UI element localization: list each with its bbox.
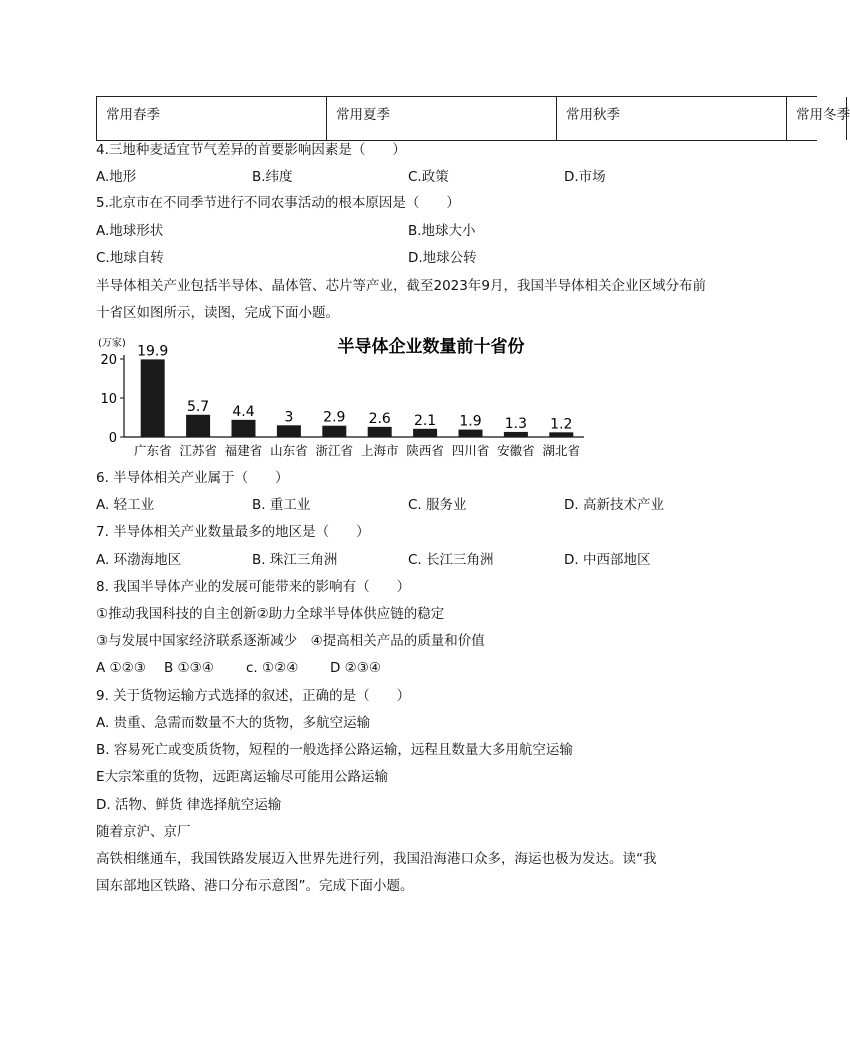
q9-option-c: E大宗笨重的货物，远距离运输尽可能用公路运输 — [96, 769, 389, 785]
bar-value-label: 4.4 — [232, 403, 255, 420]
q4-option-b: B.纬度 — [252, 169, 293, 185]
y-axis-unit-label: (万家) — [98, 338, 126, 349]
bar-value-label: 2.9 — [323, 409, 346, 426]
x-category-label: 浙江省 — [315, 443, 354, 458]
q8-option-a: A ①②③ — [96, 660, 146, 676]
q6-option-b: B. 重工业 — [252, 497, 311, 513]
table-cell-autumn: 常用秋季 — [557, 97, 787, 140]
bar-value-label: 1.2 — [550, 416, 573, 433]
q9-option-b: B. 容易死亡或变质货物，短程的一般选择公路运输，远程且数量大多用航空运输 — [96, 742, 573, 758]
bar — [549, 432, 573, 437]
q8-option-d: D ②③④ — [330, 660, 381, 676]
q9-option-a: A. 贵重、急需而数量不大的货物，多航空运输 — [96, 715, 371, 731]
q9-stem: 9. 关于货物运输方式选择的叙述，正确的是（ ） — [96, 688, 411, 704]
intro-paragraph-line: 高铁相继通车，我国铁路发展迈入世界先进行列，我国沿海港口众多，海运也极为发达。读“我 — [96, 851, 657, 867]
x-category-label: 安徽省 — [497, 443, 535, 458]
bar-value-label: 2.1 — [413, 412, 437, 429]
intro-paragraph-line: 国东部地区铁路、港口分布示意图”。完成下面小题。 — [96, 878, 414, 894]
q4-option-a: A.地形 — [96, 169, 137, 185]
q7-option-b: B. 珠江三角洲 — [252, 552, 338, 568]
bar-value-label: 1.3 — [504, 415, 528, 432]
bar — [413, 429, 437, 437]
q4-stem: 4.三地种麦适宜节气差异的首要影响因素是（ ） — [96, 142, 406, 158]
table-cell-winter: 常用冬季 — [787, 97, 847, 140]
bar — [322, 426, 346, 437]
bar — [277, 425, 301, 437]
semiconductor-bar-chart — [96, 331, 596, 461]
q9-option-d: D. 活物、鲜货 律选择航空运输 — [96, 797, 282, 813]
bar-value-label: 1.9 — [459, 413, 482, 430]
intro-paragraph-line: 十省区如图所示，读图，完成下面小题。 — [96, 305, 339, 321]
q6-option-a: A. 轻工业 — [96, 497, 155, 513]
intro-paragraph-line: 随着京沪、京厂 — [96, 824, 191, 840]
x-category-label: 湖北省 — [542, 443, 581, 458]
q5-option-b: B.地球大小 — [408, 223, 476, 239]
table-cell-summer: 常用夏季 — [327, 97, 557, 140]
q7-stem: 7. 半导体相关产业数量最多的地区是（ ） — [96, 524, 370, 540]
bar — [141, 359, 165, 437]
season-table — [96, 96, 850, 141]
q5-stem: 5.北京市在不同季节进行不同农事活动的根本原因是（ ） — [96, 195, 460, 211]
q8-statements-line: ③与发展中国家经济联系逐渐减少 ④提高相关产品的质量和价值 — [96, 633, 485, 649]
q7-option-a: A. 环渤海地区 — [96, 552, 182, 568]
y-tick-label: 10 — [100, 392, 117, 407]
q6-stem: 6. 半导体相关产业属于（ ） — [96, 470, 289, 486]
q8-stem: 8. 我国半导体产业的发展可能带来的影响有（ ） — [96, 579, 411, 595]
y-tick-label: 20 — [100, 353, 117, 368]
q4-option-c: C.政策 — [408, 169, 449, 185]
q6-option-c: C. 服务业 — [408, 497, 467, 513]
y-tick-label: 0 — [108, 431, 117, 446]
x-category-label: 江苏省 — [179, 443, 217, 458]
bar — [368, 427, 392, 437]
bar — [504, 432, 528, 437]
q8-option-c: c. ①②④ — [246, 660, 299, 676]
q8-statements-line: ①推动我国科技的自主创新②助力全球半导体供应链的稳定 — [96, 606, 445, 622]
intro-paragraph-line: 半导体相关产业包括半导体、晶体管、芯片等产业，截至2023年9月，我国半导体相关企业区域分布前 — [96, 278, 706, 294]
x-category-label: 上海市 — [360, 443, 399, 458]
q8-option-b: B ①③④ — [164, 660, 214, 676]
chart-title: 半导体企业数量前十省份 — [337, 337, 525, 357]
q5-option-d: D.地球公转 — [408, 250, 477, 266]
bar — [459, 430, 483, 437]
bar-value-label: 5.7 — [186, 398, 210, 415]
q5-option-c: C.地球自转 — [96, 250, 164, 266]
x-category-label: 四川省 — [451, 443, 490, 458]
bar — [232, 420, 256, 437]
q7-option-d: D. 中西部地区 — [564, 552, 651, 568]
q6-option-d: D. 高新技术产业 — [564, 497, 664, 513]
bar — [186, 415, 210, 437]
x-category-label: 陕西省 — [406, 443, 444, 458]
bar-value-label: 2.6 — [368, 410, 391, 427]
x-category-label: 广东省 — [133, 443, 172, 458]
q7-option-c: C. 长江三角洲 — [408, 552, 494, 568]
bar-value-label: 3 — [284, 409, 294, 426]
x-category-label: 山东省 — [270, 443, 308, 458]
table-cell-spring: 常用春季 — [97, 97, 327, 140]
q5-option-a: A.地球形状 — [96, 223, 164, 239]
q4-option-d: D.市场 — [564, 169, 606, 185]
bar-value-label: 19.9 — [137, 343, 169, 360]
x-category-label: 福建省 — [224, 443, 263, 458]
